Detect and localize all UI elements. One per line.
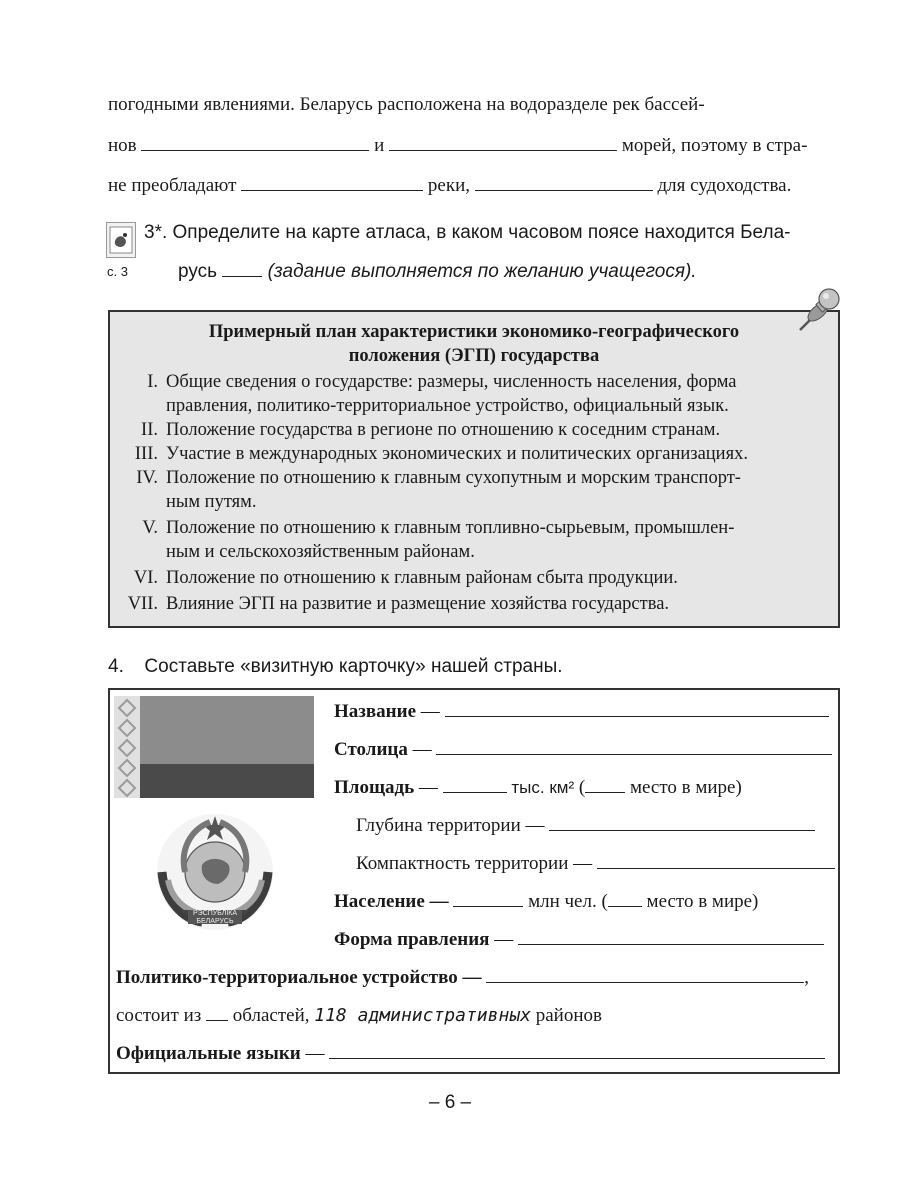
blank-area-rank[interactable] [585,774,625,793]
name-label: Название [334,701,417,722]
atlas-icon [106,222,136,258]
field-languages [116,1040,825,1066]
task3-line-2 [178,258,697,285]
structure-label: Политико-территориальное устройство [116,967,458,988]
intro-line-3 [108,172,838,199]
consists-text-b: областей, [232,1005,310,1026]
plan-num: I. [147,372,158,392]
depth-label: Глубина территории [356,815,521,836]
intro-line-2 [108,132,838,159]
field-depth [356,812,815,838]
task3-line-1 [144,220,790,246]
plan-num: II. [141,420,158,440]
intro-text-3c: для судоходства. [657,175,792,196]
dash: — [429,891,449,912]
plan-title-2: положения (ЭГП) государства [348,346,600,366]
blank-capital[interactable] [436,736,832,755]
comma: , [804,967,809,988]
plan-text: правления, политико-территориальное устройство, официальный язык. [166,396,729,416]
plan-text: Положение по отношению к главным сухопутным и морским транспорт- [166,468,741,488]
task4-heading [108,654,563,680]
pushpin-icon [796,286,844,334]
blank-structure[interactable] [486,964,804,983]
plan-text: Положение по отношению к главным топливно-сырьевым, промышлен- [166,518,735,538]
plan-title-1: Примерный план характеристики экономико-географического [208,322,740,342]
area-rank-text: место в мире) [629,777,742,798]
paren: ( [601,891,608,912]
belarus-emblem [150,810,280,940]
dash: — [573,853,593,874]
handwritten-answer: 118 административных [314,1005,531,1026]
field-name [334,698,829,724]
plan-num: III. [134,444,158,464]
task3-text-2b: (задание выполняется по желанию учащегося). [267,261,697,282]
dash: — [305,1043,325,1064]
blank-languages[interactable] [329,1040,825,1059]
consists-text-a: состоит из [116,1005,202,1026]
task3-text-2a: русь [178,261,218,282]
population-unit: млн чел. [528,891,597,912]
field-structure [116,964,809,990]
plan-text: Влияние ЭГП на развитие и размещение хозяйства государства. [166,594,670,614]
dash: — [418,777,438,798]
government-label: Форма правления [334,929,490,950]
plan-text: Общие сведения о государстве: размеры, численность населения, форма [166,372,737,392]
page-number: – 6 – [428,1092,472,1113]
country-card [108,688,840,1074]
plan-text: Участие в международных экономических и политических организациях. [166,444,748,464]
field-consists [116,1002,602,1028]
blank-timezone[interactable] [222,258,262,277]
field-area [334,774,742,800]
task4-number: 4. [108,656,124,677]
blank-basin-1[interactable] [141,132,369,151]
blank-rivers-2[interactable] [475,172,653,191]
consists-text-c: районов [535,1005,602,1026]
plan-text: Положение по отношению к главным районам сбыта продукции. [166,568,678,588]
plan-text: ным и сельскохозяйственным районам. [166,542,475,562]
emblem-ribbon-text: РЭСПУБЛІКА БЕЛАРУСЬ [192,910,238,925]
area-label: Площадь [334,777,415,798]
dash: — [462,967,482,988]
blank-area[interactable] [443,774,507,793]
dash: — [494,929,514,950]
compact-label: Компактность территории [356,853,569,874]
paren: ( [578,777,586,798]
plan-text: Положение государства в регионе по отношению к соседним странам. [166,420,721,440]
intro-text-2a: нов [108,135,137,156]
plan-num: VII. [127,594,158,614]
blank-regions[interactable] [206,1002,228,1021]
blank-population-rank[interactable] [608,888,642,907]
plan-text: ным путям. [166,492,257,512]
intro-line-1 [108,92,838,118]
blank-rivers-1[interactable] [241,172,423,191]
languages-label: Официальные языки [116,1043,301,1064]
plan-num: IV. [136,468,158,488]
field-government [334,926,824,952]
task4-text: Составьте «визитную карточку» нашей страны. [144,656,563,677]
task3-number: 3*. [144,222,168,243]
plan-num: V. [142,518,158,538]
area-unit: тыс. км² [511,778,575,797]
belarus-flag [114,696,314,798]
blank-population[interactable] [453,888,523,907]
population-label: Население [334,891,425,912]
blank-basin-2[interactable] [389,132,617,151]
intro-text-3b: реки, [427,175,471,196]
dash: — [420,701,440,722]
blank-name[interactable] [445,698,829,717]
field-compactness [356,850,835,876]
blank-compactness[interactable] [597,850,835,869]
task3-text-1: Определите на карте атласа, в каком часовом поясе находится Бела- [172,222,791,243]
intro-text-3a: не преобладают [108,175,237,196]
population-rank-text: место в мире) [646,891,759,912]
dash: — [525,815,545,836]
intro-text-2c: морей, поэтому в стра- [621,135,808,156]
plan-num: VI. [133,568,158,588]
blank-depth[interactable] [549,812,815,831]
field-population [334,888,758,914]
dash: — [412,739,432,760]
capital-label: Столица [334,739,408,760]
field-capital [334,736,832,762]
intro-text-2b: и [374,135,385,156]
intro-text-1: погодными явлениями. Беларусь расположена на водоразделе рек бассей- [108,94,705,115]
blank-government[interactable] [518,926,824,945]
plan-box [108,310,840,628]
page-ref: с. 3 [107,264,128,279]
